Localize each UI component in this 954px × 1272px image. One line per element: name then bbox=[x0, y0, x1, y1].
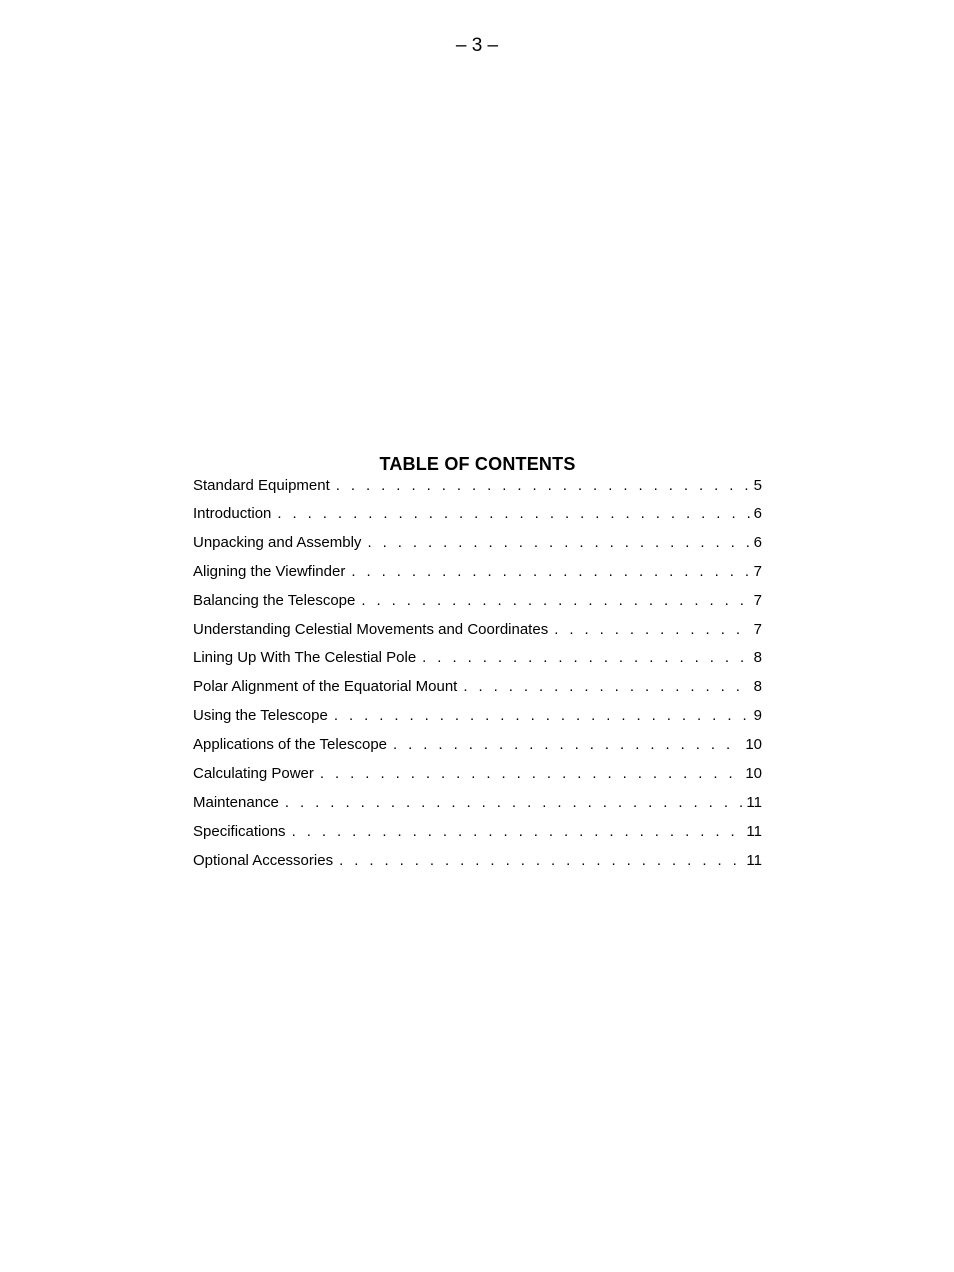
toc-entry-page: 6 bbox=[753, 533, 762, 551]
toc-entry-label: Introduction bbox=[193, 505, 272, 522]
toc-entry-page: 11 bbox=[746, 793, 762, 811]
toc-entry-lining-up-with-celestial-pole bbox=[193, 648, 762, 677]
toc-entry-label: Applications of the Telescope bbox=[193, 736, 388, 754]
toc-dot-leader bbox=[336, 476, 750, 496]
toc-dot-leader bbox=[422, 648, 749, 668]
toc-dot-leader bbox=[554, 620, 749, 640]
toc-entry-label: Calculating Power bbox=[193, 765, 314, 783]
toc-entry-label: Balancing the Telescope bbox=[193, 591, 356, 609]
toc-entry-aligning-the-viewfinder bbox=[193, 562, 762, 591]
toc-dot-leader bbox=[339, 851, 742, 871]
toc-entry-label: Unpacking and Assembly bbox=[193, 533, 362, 551]
toc-entry-label: Aligning the Viewfinder bbox=[193, 562, 346, 580]
toc-dot-leader bbox=[320, 764, 741, 784]
toc-entry-optional-accessories bbox=[193, 851, 762, 880]
toc-entry-specifications bbox=[193, 822, 762, 851]
toc-entry-calculating-power bbox=[193, 764, 762, 793]
toc-dot-leader bbox=[292, 822, 743, 842]
toc-dot-leader bbox=[463, 677, 749, 697]
toc-entry-label: Understanding Celestial Movements and Coordinates bbox=[193, 620, 549, 638]
toc-dot-leader bbox=[367, 533, 749, 553]
toc-dot-leader bbox=[277, 504, 749, 524]
toc-entry-page: 7 bbox=[753, 620, 762, 638]
toc-entry-page: 10 bbox=[745, 765, 762, 783]
toc-entry-page: 9 bbox=[753, 707, 762, 725]
toc-entry-page: 7 bbox=[753, 562, 762, 580]
toc-dot-leader bbox=[351, 562, 749, 582]
toc-title: TABLE OF CONTENTS bbox=[379, 454, 576, 474]
toc-entry-standard-equipment bbox=[193, 476, 762, 504]
toc-dot-leader bbox=[334, 706, 750, 726]
toc-entry-label: Optional Accessories bbox=[193, 851, 334, 869]
toc-entry-page: 8 bbox=[753, 649, 762, 667]
toc-entry-unpacking-and-assembly bbox=[193, 533, 762, 562]
toc-entry-applications-of-the-telescope bbox=[193, 735, 762, 764]
toc-entry-page: 8 bbox=[753, 678, 762, 696]
toc-entry-label: Lining Up With The Celestial Pole bbox=[193, 649, 417, 667]
toc-entry-using-the-telescope bbox=[193, 706, 762, 735]
toc-entry-label: Polar Alignment of the Equatorial Mount bbox=[193, 678, 458, 696]
table-of-contents bbox=[193, 452, 762, 880]
toc-entry-introduction bbox=[193, 504, 762, 533]
toc-dot-leader bbox=[285, 793, 743, 813]
toc-entry-label: Using the Telescope bbox=[193, 707, 328, 725]
toc-entry-page: 6 bbox=[753, 505, 762, 522]
toc-dot-leader bbox=[393, 735, 741, 755]
toc-entry-understanding-celestial-movements bbox=[193, 620, 762, 649]
toc-dot-leader bbox=[361, 591, 749, 611]
page-number: – 3 – bbox=[455, 35, 499, 56]
toc-entry-page: 11 bbox=[746, 851, 762, 869]
toc-entry-label: Standard Equipment bbox=[193, 477, 330, 494]
toc-entry-page: 5 bbox=[753, 477, 762, 494]
toc-entry-page: 11 bbox=[746, 822, 762, 840]
toc-entry-label: Maintenance bbox=[193, 793, 279, 811]
toc-list bbox=[193, 476, 762, 880]
toc-entry-label: Specifications bbox=[193, 822, 286, 840]
toc-entry-polar-alignment bbox=[193, 677, 762, 706]
toc-entry-balancing-the-telescope bbox=[193, 591, 762, 620]
toc-entry-page: 7 bbox=[753, 591, 762, 609]
toc-entry-maintenance bbox=[193, 793, 762, 822]
toc-entry-page: 10 bbox=[745, 736, 762, 754]
